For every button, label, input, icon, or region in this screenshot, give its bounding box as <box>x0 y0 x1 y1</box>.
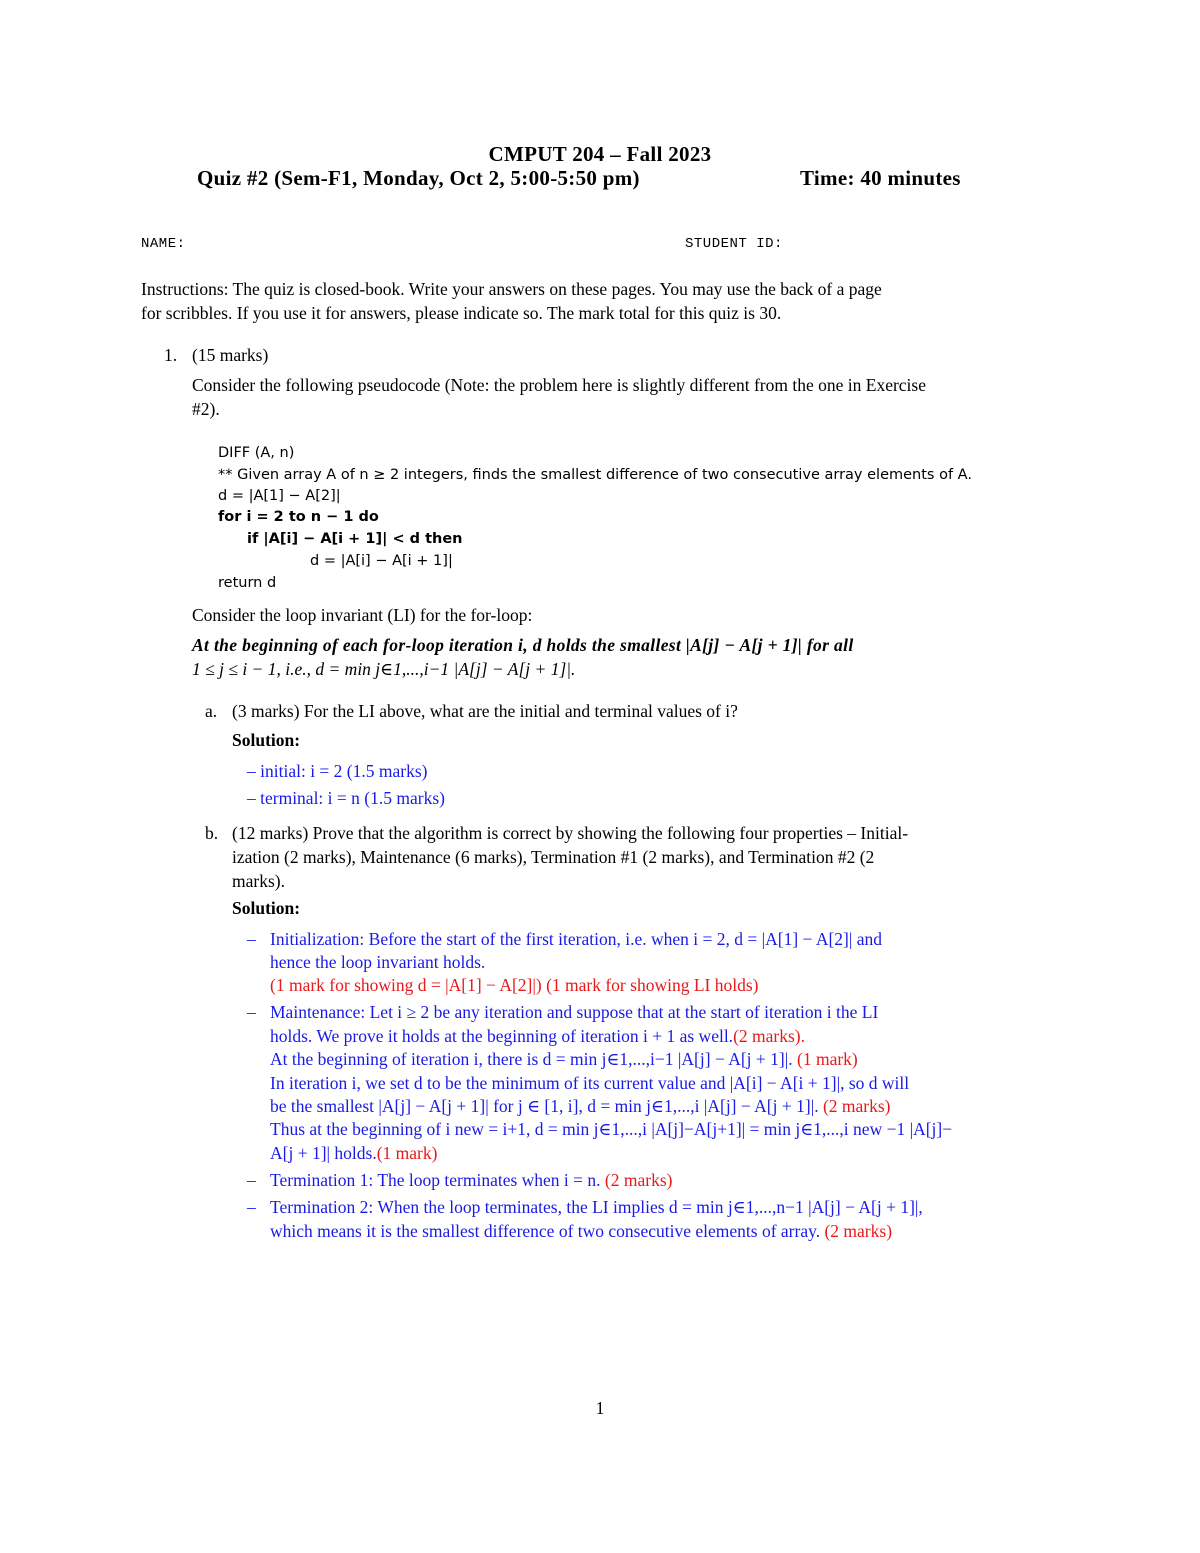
question-number: 1. <box>164 345 178 365</box>
quiz-time: Time: 40 minutes <box>800 166 961 190</box>
loop-invariant-line-2: 1 ≤ j ≤ i − 1, i.e., d = min j∈1,...,i−1 |A[j] − A[j + 1]|. <box>192 659 576 679</box>
maintenance-line-7-marks: (1 mark) <box>376 1143 438 1163</box>
loop-invariant-intro: Consider the loop invariant (LI) for the for-loop: <box>192 605 533 625</box>
maintenance-line-1: Maintenance: Let i ≥ 2 be any iteration and suppose that at the start of iteration i the LI <box>270 1002 879 1022</box>
termination-1-text: Termination 1: The loop terminates when i = n. <box>270 1170 601 1190</box>
initialization-line-1: Initialization: Before the start of the first iteration, i.e. when i = 2, d = |A[1] − A[2]| and <box>270 929 883 949</box>
maintenance-line-2 <box>270 1026 805 1047</box>
termination-2-line-2 <box>270 1221 892 1242</box>
part-a-label: a. <box>205 701 218 721</box>
termination-2-line-1: Termination 2: When the loop terminates, the LI implies d = min j∈1,...,n−1 |A[j] − A[j + 1]|, <box>270 1197 923 1217</box>
part-a-solution-heading: Solution: <box>232 730 301 750</box>
maintenance-line-7 <box>270 1143 437 1164</box>
part-a-question: (3 marks) For the LI above, what are the initial and terminal values of i? <box>232 701 738 721</box>
maintenance-line-4: In iteration i, we set d to be the minimum of its current value and |A[i] − A[i + 1]|, so d will <box>270 1073 910 1093</box>
dash-bullet: – <box>247 1170 256 1190</box>
pseudocode-header: DIFF (A, n) <box>218 445 295 461</box>
maintenance-line-7-text: A[j + 1]| holds. <box>270 1143 377 1163</box>
student-id-field-label: STUDENT ID: <box>685 236 783 252</box>
part-a-terminal-answer: – terminal: i = n (1.5 marks) <box>247 788 445 808</box>
part-a-initial-answer: – initial: i = 2 (1.5 marks) <box>247 761 428 781</box>
termination-1 <box>270 1170 672 1191</box>
maintenance-line-6: Thus at the beginning of i new = i+1, d = min j∈1,...,i |A[j]−A[j+1]| = min j∈1,...,i new −1 |A[j]− <box>270 1119 953 1139</box>
maintenance-line-5 <box>270 1096 891 1117</box>
maintenance-line-3 <box>270 1049 858 1070</box>
quiz-title: Quiz #2 (Sem-F1, Monday, Oct 2, 5:00-5:50 pm) <box>197 166 640 190</box>
question-intro-line-2: #2). <box>192 399 220 419</box>
pseudocode-return: return d <box>218 575 277 591</box>
maintenance-line-5-text: be the smallest |A[j] − A[j + 1]| for j ∈ [1, i], d = min j∈1,...,i |A[j] − A[j + 1]|. <box>270 1096 819 1116</box>
page-number: 1 <box>595 1398 605 1418</box>
part-b-label: b. <box>205 823 219 843</box>
initialization-marks: (1 mark for showing d = |A[1] − A[2]|) (1 mark for showing LI holds) <box>270 975 759 995</box>
maintenance-line-3-text: At the beginning of iteration i, there is d = min j∈1,...,i−1 |A[j] − A[j + 1]|. <box>270 1049 793 1069</box>
instructions-line-2: for scribbles. If you use it for answers, please indicate so. The mark total for this quiz is 30. <box>141 303 782 323</box>
part-b-solution-heading: Solution: <box>232 898 301 918</box>
part-b-question-line-2: ization (2 marks), Maintenance (6 marks), Termination #1 (2 marks), and Termination #2 (2 <box>232 847 875 867</box>
maintenance-line-2-text: holds. We prove it holds at the beginning of iteration i + 1 as well. <box>270 1026 734 1046</box>
pseudocode-for: for i = 2 to n − 1 do <box>218 509 379 525</box>
name-field-label: NAME: <box>141 236 186 252</box>
instructions-line-1: Instructions: The quiz is closed-book. Write your answers on these pages. You may use the back of a page <box>141 279 882 299</box>
maintenance-line-2-marks: (2 marks). <box>733 1026 805 1046</box>
termination-2-marks: (2 marks) <box>824 1221 893 1241</box>
question-intro-line-1: Consider the following pseudocode (Note: the problem here is slightly different from the one in Exercise <box>192 375 927 395</box>
part-b-question-line-1: (12 marks) Prove that the algorithm is correct by showing the following four properties – Initial- <box>232 823 909 843</box>
dash-bullet: – <box>247 1002 256 1022</box>
termination-2-line-2-text: which means it is the smallest difference of two consecutive elements of array. <box>270 1221 821 1241</box>
termination-1-marks: (2 marks) <box>604 1170 673 1190</box>
pseudocode-comment: ** Given array A of n ≥ 2 integers, finds the smallest difference of two consecutive array elements of A. <box>218 467 972 483</box>
pseudocode-assign: d = |A[i] − A[i + 1]| <box>310 553 453 569</box>
dash-bullet: – <box>247 929 256 949</box>
question-marks: (15 marks) <box>192 345 269 365</box>
maintenance-line-5-marks: (2 marks) <box>822 1096 891 1116</box>
maintenance-line-3-marks: (1 mark) <box>797 1049 858 1069</box>
loop-invariant-line-1: At the beginning of each for-loop iteration i, d holds the smallest |A[j] − A[j + 1]| for all <box>192 635 854 655</box>
part-b-question-line-3: marks). <box>232 871 285 891</box>
pseudocode-init: d = |A[1] − A[2]| <box>218 488 341 504</box>
pseudocode-if: if |A[i] − A[i + 1]| < d then <box>247 531 463 547</box>
initialization-line-2: hence the loop invariant holds. <box>270 952 486 972</box>
course-title: CMPUT 204 – Fall 2023 <box>488 142 712 166</box>
dash-bullet: – <box>247 1197 256 1217</box>
